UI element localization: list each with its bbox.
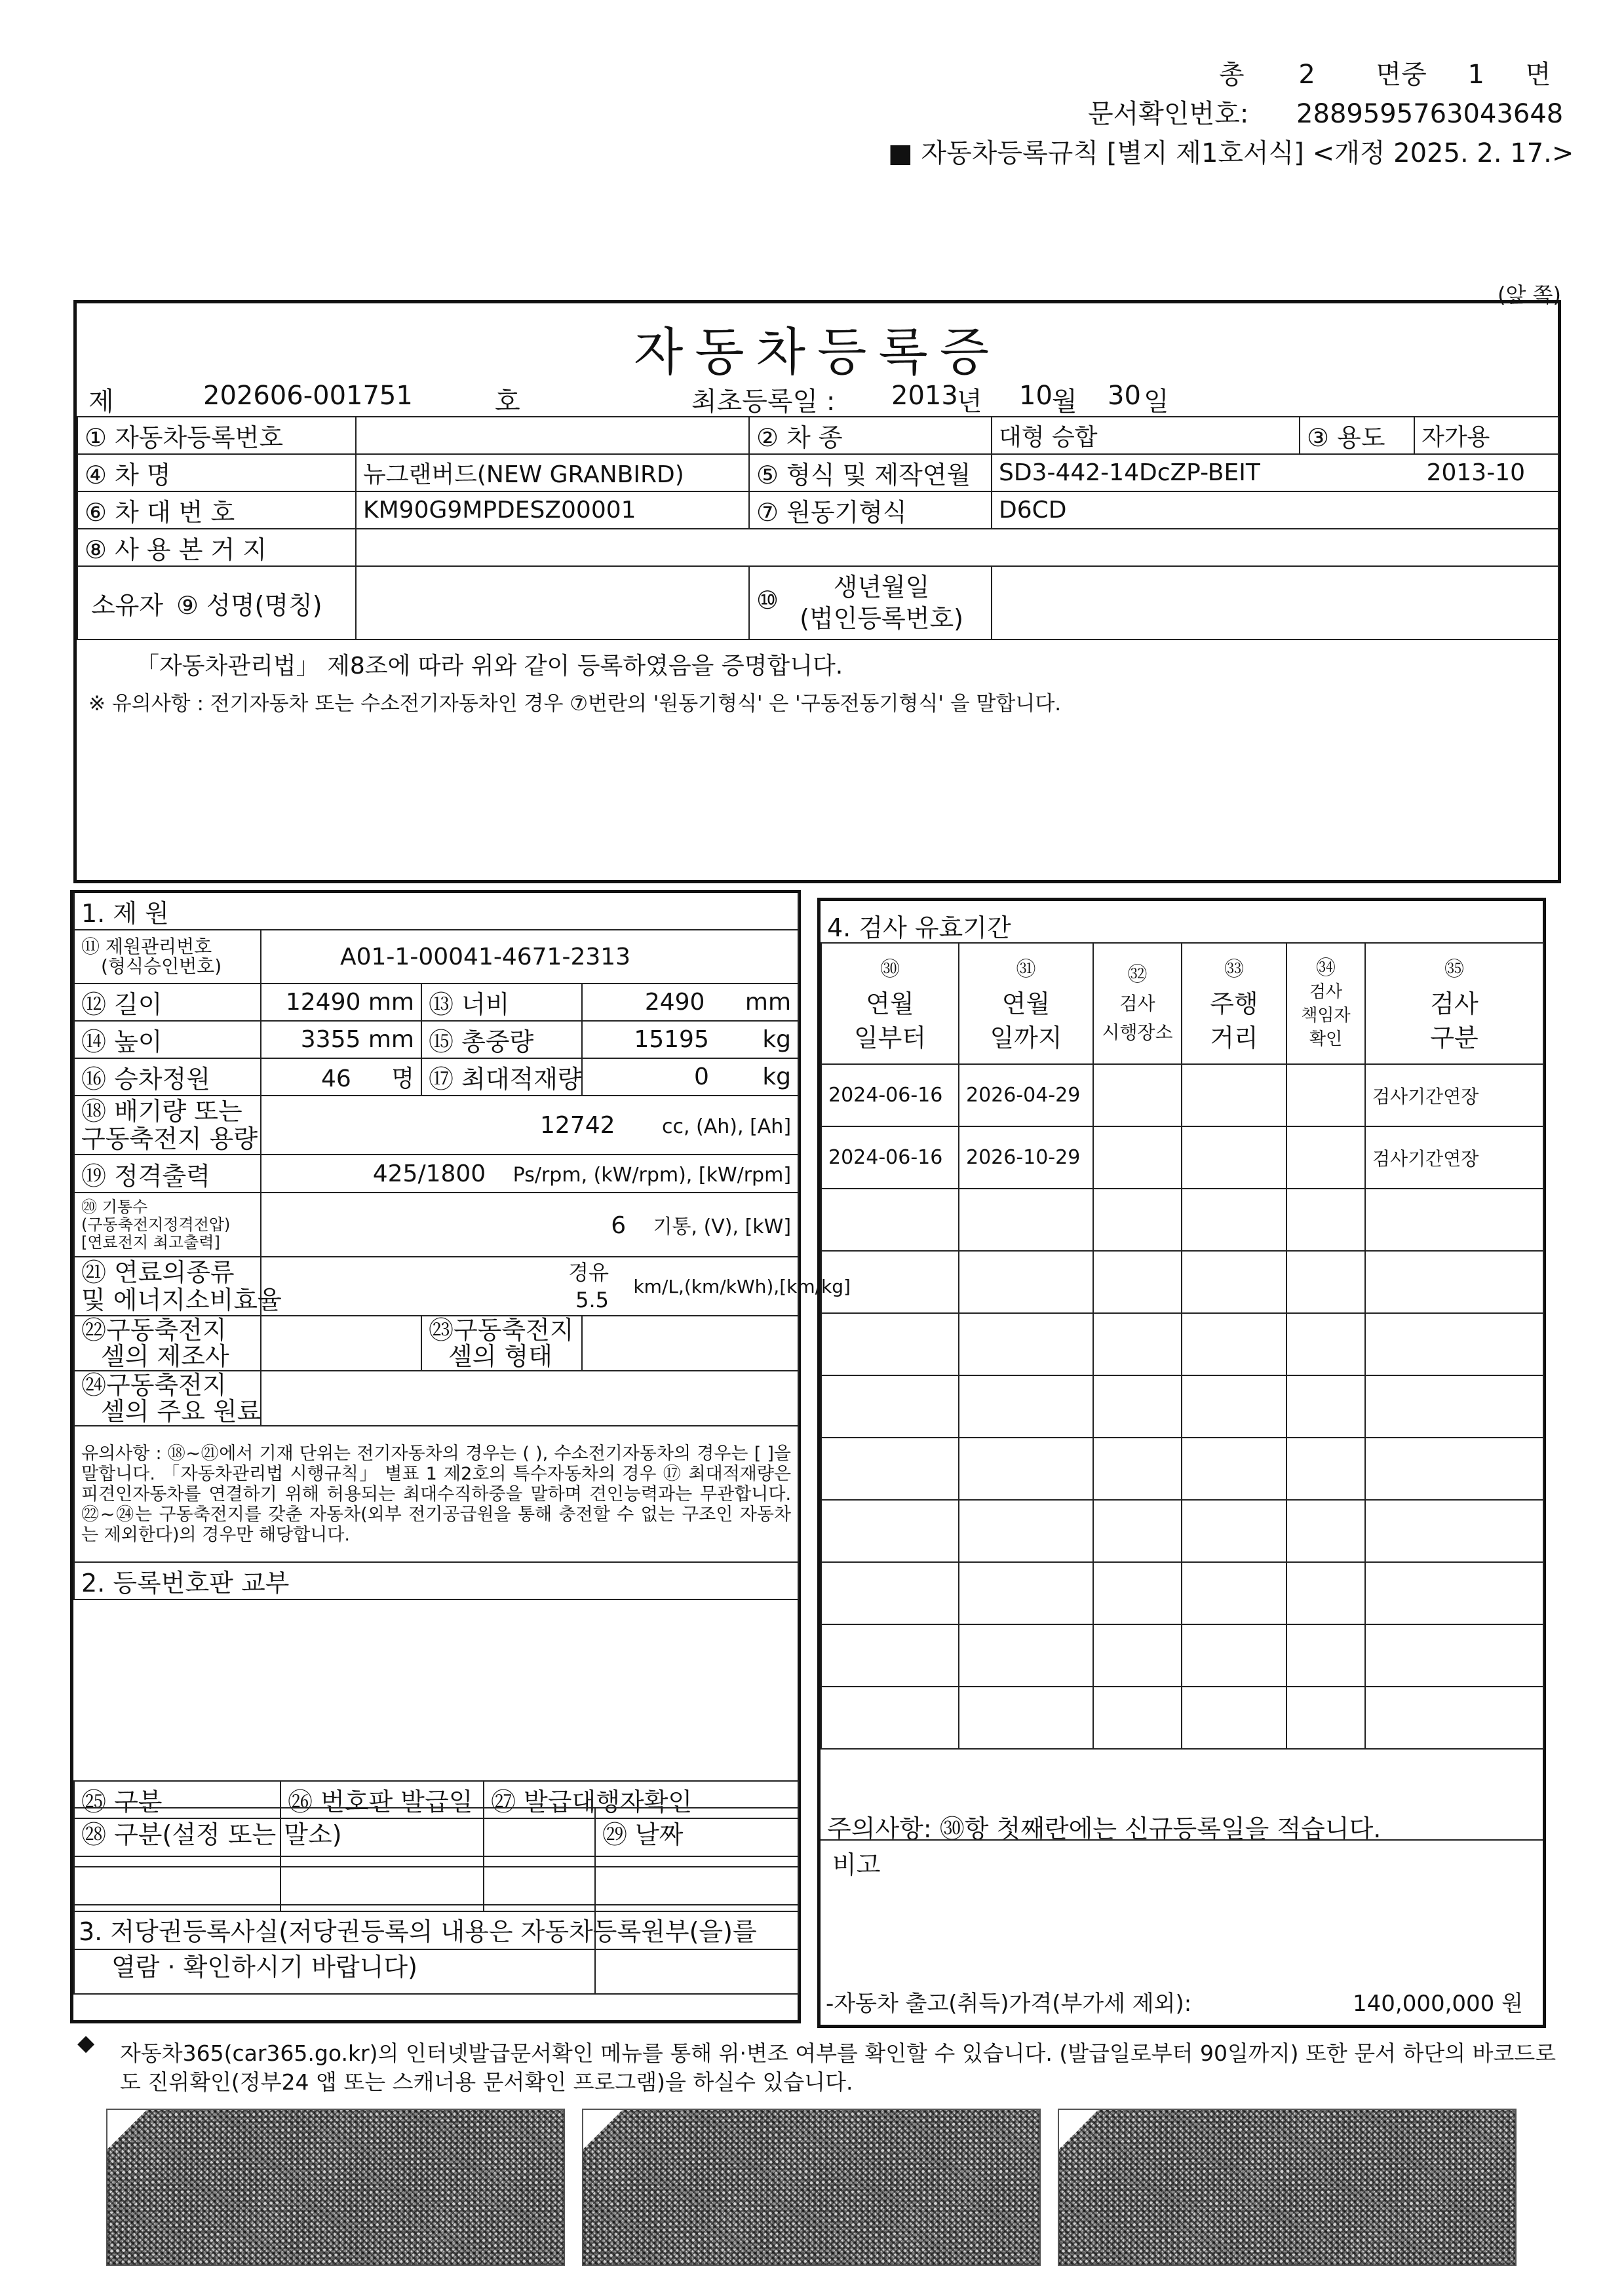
spec-note: 유의사항 : ⑱~㉑에서 기재 단위는 전기자동차의 경우는 ( ), 수소전기자동차의 경우는 [ ]을 말합니다. 「자동차관리법 시행규칙」 별표 1 제2호의 특수자동차의 경우 ⑰ 최대적재량은 피견인자동차를 연결하기 위해 허용되는 최대수직하중을 말하며 견인능력과는 무관합니다. ㉒~㉔는 구동축전지를 갖춘 자동차(외부 전기공급원을 통해 충전할 수 없는 구조인 자동차는 제외한다)의 경우만 해당합니다. [74,1426,798,1562]
mortgage-col-date: ㉙ 날짜 [595,1808,798,1856]
load-cell [582,1058,798,1096]
vin-value: KM90G9MPDESZ00001 [356,491,749,529]
row-to: 2026-10-29 [959,1126,1093,1189]
price-label: -자동차 출고(취득)가격(부가세 제외): [826,1991,1192,2017]
location-label: ⑧ 사 용 본 거 지 [77,529,356,566]
remarks-divider [821,1839,1543,1841]
row-place [1093,1064,1182,1126]
cell-maker-value [261,1316,421,1371]
row-confirm [1286,1064,1365,1126]
spec-section-title: 1. 제 원 [74,893,798,930]
model-date: 2013-10 [1426,459,1525,486]
plate-col-date: ㉖ 번호판 발급일 [280,1781,484,1818]
length-value: 12490 [285,989,361,1016]
table-row [821,1126,1543,1189]
mortgage-row-cell [595,1905,798,1949]
first-reg-day: 30 [1108,381,1141,411]
header-confirm-line1: 검사 [1309,982,1343,1002]
owner-label: 소유자 [90,590,164,620]
row-distance [1182,1064,1286,1126]
height-value: 3355 [300,1026,361,1053]
mortgage-row-cell [595,1949,798,1994]
barcode-2 [582,2109,1041,2266]
first-reg-year-unit: 년 [957,387,982,417]
header-kind-line2: 구분 [1430,1023,1479,1052]
gross-cell [582,1021,798,1058]
inspection-box [817,898,1546,2028]
header-confirm-num: ㉞ [1316,956,1336,980]
mortgage-row-cell [595,1856,798,1905]
seats-unit: 명 [391,1065,414,1092]
mortgage-title-line1: 3. 저당권등록사실(저당권등록의 내용은 자동차등록원부(을)를 [79,1917,757,1946]
cell-material-value [261,1371,798,1426]
cert-note: ※ 유의사항 : 전기자동차 또는 수소전기자동차인 경우 ⑦번란의 '원동기형식' 은 '구동전동기형식' 을 말합니다. [88,692,1062,716]
disp-label-sub: 구동축전지 용량 [81,1124,258,1153]
mortgage-title-line2: 열람 · 확인하시기 바랍니다) [111,1953,417,1981]
fuel-cell [261,1257,851,1316]
vehicle-info-table [77,416,1559,640]
use-label: ③ 용도 [1300,417,1414,454]
reg-no-label: ① 자동차등록번호 [77,417,356,454]
header-to-line1: 연월 [1001,989,1051,1018]
row-to: 2026-04-29 [959,1064,1093,1126]
header-confirm-line3: 확인 [1309,1029,1343,1049]
seats-value: 46 [320,1065,351,1092]
cell-maker-label: ㉒구동축전지 [81,1316,227,1345]
header-place-num: ㉜ [1127,963,1148,986]
height-label: ⑭ 높이 [74,1021,261,1058]
page-total: 2 [1298,60,1315,90]
inspection-section-title: 4. 검사 유효기간 [827,913,1011,942]
model-value: SD3-442-14DcZP-BEIT [999,459,1260,486]
cyl-value: 6 [611,1212,627,1239]
mgmt-label-cell [74,930,261,984]
gross-value: 15195 [634,1026,709,1053]
cell-material-label-sub: 셀의 주요 원료 [101,1397,261,1426]
mortgage-col-kind: ㉘ 구분(설정 또는 말소) [74,1808,595,1856]
row-from: 2024-06-16 [821,1064,959,1126]
mgmt-label: ⑪ 제원관리번호 [81,936,212,957]
footer-text [120,2039,1581,2097]
birth-label-sub: (법인등록번호) [800,604,963,633]
width-value: 2490 [644,989,705,1016]
doc-check [1088,93,1563,130]
mortgage-row-cell [74,1856,595,1905]
cyl-label-cell [74,1193,261,1257]
header-to-line2: 일까지 [990,1023,1062,1052]
cell-maker-label-sub: 셀의 제조사 [101,1342,229,1371]
mortgage-row-cell [74,1949,595,1994]
power-label: ⑲ 정격출력 [74,1155,261,1193]
header-to [959,943,1093,1064]
header-from-line2: 일부터 [853,1023,927,1052]
price-unit: 원 [1501,1991,1523,2017]
footer-line1: 자동차365(car365.go.kr)의 인터넷발급문서확인 메뉴를 통해 위·변조 여부를 확인할 수 있습니다. (발급일로부터 90일까지) 또한 문서 하단의 바코드로 [120,2040,1556,2066]
load-unit: kg [762,1063,792,1090]
first-reg-year: 2013 [891,381,958,411]
vehicle-name-value: 뉴그랜버드(NEW GRANBIRD) [356,454,749,491]
first-reg-day-unit: 일 [1144,387,1169,417]
table-row [821,1189,1543,1251]
header-distance-line1: 주행 [1210,989,1258,1018]
location-value [356,529,1558,566]
plate-col-agent: ㉗ 발급대행자확인 [484,1781,798,1818]
owner-name-label: ⑨ 성명(명칭) [176,590,322,620]
cell-material-label-cell [74,1371,261,1426]
disp-unit: cc, (Ah), [Ah] [662,1115,792,1138]
owner-cell [77,566,356,640]
load-value: 0 [693,1063,709,1090]
use-value: 자가용 [1414,417,1558,454]
mortgage-table [73,1807,799,1995]
fuel-type: 경유 [568,1260,609,1285]
header-from-line1: 연월 [866,989,914,1018]
height-cell [261,1021,421,1058]
page-count [1219,54,1560,91]
cyl-unit: 기통, (V), [kW] [653,1215,792,1238]
table-row [821,1313,1543,1375]
table-row [821,1375,1543,1438]
birth-label-cell [749,566,992,640]
reg-no-prefix: 제 [88,387,114,417]
birth-value [992,566,1558,640]
width-cell [582,984,798,1021]
header-place-line2: 시행장소 [1102,1021,1173,1043]
cyl-label-sub1: (구동축전지정격전압) [81,1215,231,1234]
table-row [821,1251,1543,1313]
load-label: ⑰ 최대적재량 [421,1058,582,1096]
row-distance [1182,1126,1286,1189]
plate-section-title: 2. 등록번호판 교부 [74,1562,798,1599]
page-total-label: 총 [1219,60,1245,90]
disp-label-cell [74,1096,261,1155]
inspection-note: 주의사항: ㉚항 첫째란에는 신규등록일을 적습니다. [827,1814,1382,1843]
disp-value: 12742 [540,1111,615,1139]
engine-value: D6CD [992,491,1558,529]
disp-cell [261,1096,798,1155]
row-confirm [1286,1126,1365,1189]
header-kind-num: ㉟ [1444,957,1464,981]
doc-check-number: 2889595763043648 [1296,99,1564,129]
cert-statement: 「자동차관리법」 제8조에 따라 위와 같이 등록하였음을 증명합니다. [136,653,843,679]
disp-label: ⑱ 배기량 또는 [81,1097,242,1126]
cell-form-label-sub: 셀의 형태 [448,1342,552,1371]
cyl-cell [261,1193,798,1257]
owner-name-value [356,566,749,640]
fuel-label: ㉑ 연료의종류 [81,1258,235,1287]
header-to-num: ㉛ [1016,957,1036,981]
length-unit: mm [368,989,414,1016]
width-unit: mm [744,989,792,1016]
length-label: ⑫ 길이 [74,984,261,1021]
doc-check-label: 문서확인번호: [1088,99,1249,129]
registration-line [88,381,1556,418]
inspection-table [821,942,1544,1750]
table-row [821,1064,1543,1126]
seats-cell [261,1058,421,1096]
fuel-unit: km/L,(km/kWh),[km/kg] [633,1275,851,1297]
row-kind: 검사기간연장 [1365,1064,1543,1126]
gross-unit: kg [762,1026,792,1053]
power-unit: Ps/rpm, (kW/rpm), [kW/rpm] [512,1163,792,1187]
width-label: ⑬ 너비 [421,984,582,1021]
power-value: 425/1800 [372,1160,486,1187]
header-kind [1365,943,1543,1064]
table-row [821,1687,1543,1749]
fuel-label-cell [74,1257,282,1316]
vehicle-type-label: ② 차 종 [749,417,992,454]
certificate-box [73,300,1561,883]
cyl-label: ⑳ 기통수 [81,1197,148,1216]
barcode-1 [106,2109,565,2266]
power-cell [261,1155,798,1193]
engine-label: ⑦ 원동기형식 [749,491,992,529]
header-distance-line2: 거리 [1210,1023,1258,1052]
cell-form-label: ㉓구동축전지 [429,1316,574,1345]
first-reg-month-unit: 월 [1052,387,1077,417]
header-from [821,943,959,1064]
seats-label: ⑯ 승차정원 [74,1058,261,1096]
cell-form-label-cell [421,1316,582,1371]
fuel-efficiency: 5.5 [575,1288,609,1312]
gross-label: ⑮ 총중량 [421,1021,582,1058]
price-value: 140,000,000 [1353,1991,1495,2017]
row-place [1093,1126,1182,1189]
reg-number: 202606-001751 [203,381,413,411]
birth-label-num: ⑩ [756,586,779,615]
vin-label: ⑥ 차 대 번 호 [77,491,356,529]
footer-bullet: ◆ [77,2030,95,2056]
spec-table [73,893,851,1600]
length-cell [261,984,421,1021]
page-title: 자동차등록증 [633,323,1001,382]
reg-no-value [356,417,749,454]
remarks-label: 비고 [832,1850,881,1879]
table-row [821,1562,1543,1624]
fuel-label-sub: 및 에너지소비효율 [81,1286,282,1314]
price-cell [1353,1985,1523,2018]
barcode-3 [1058,2109,1517,2266]
table-row [821,1438,1543,1500]
table-row [821,1500,1543,1562]
cell-maker-label-cell [74,1316,261,1371]
footer-line2: 도 진위확인(정부24 앱 또는 스캐너용 문서확인 프로그램)을 하실수 있습니다. [120,2069,853,2095]
page-current-label: 면중 [1376,60,1427,90]
mgmt-label-sub: (형식승인번호) [101,955,222,977]
header-distance-num: ㉝ [1224,957,1244,981]
height-unit: mm [368,1026,414,1053]
plate-col-kind: ㉕ 구분 [74,1781,280,1818]
header-kind-line1: 검사 [1430,989,1479,1018]
form-rule: ■ 자동차등록규칙 [별지 제1호서식] <개정 2025. 2. 17.> [888,138,1574,168]
page-suffix: 면 [1525,60,1551,90]
vehicle-type-value: 대형 승합 [992,417,1300,454]
vehicle-name-label: ④ 차 명 [77,454,356,491]
cell-material-label: ㉔구동축전지 [81,1371,227,1400]
page-current: 1 [1467,60,1484,90]
header-place-line1: 검사 [1119,992,1155,1014]
cyl-label-sub2: [연료전지 최고출력] [81,1233,220,1252]
cell-form-value [582,1316,798,1371]
mgmt-value: A01-1-00041-4671-2313 [261,930,798,984]
table-row [821,1624,1543,1687]
mortgage-box [70,1807,801,2023]
first-reg-month: 10 [1019,381,1053,411]
header-confirm [1286,943,1365,1064]
first-reg-label: 최초등록일 : [691,387,836,417]
header-from-num: ㉚ [880,957,900,981]
header-distance [1182,943,1286,1064]
row-kind: 검사기간연장 [1365,1126,1543,1189]
header-confirm-line2: 책임자 [1301,1005,1351,1025]
birth-label: 생년월일 [833,573,930,602]
model-label: ⑤ 형식 및 제작연월 [749,454,992,491]
reg-no-suffix: 호 [495,387,520,417]
front-side: (앞 쪽) [1498,282,1561,307]
mortgage-row-cell [74,1905,595,1949]
model-cell [992,454,1558,491]
header-place [1093,943,1182,1064]
row-from: 2024-06-16 [821,1126,959,1189]
